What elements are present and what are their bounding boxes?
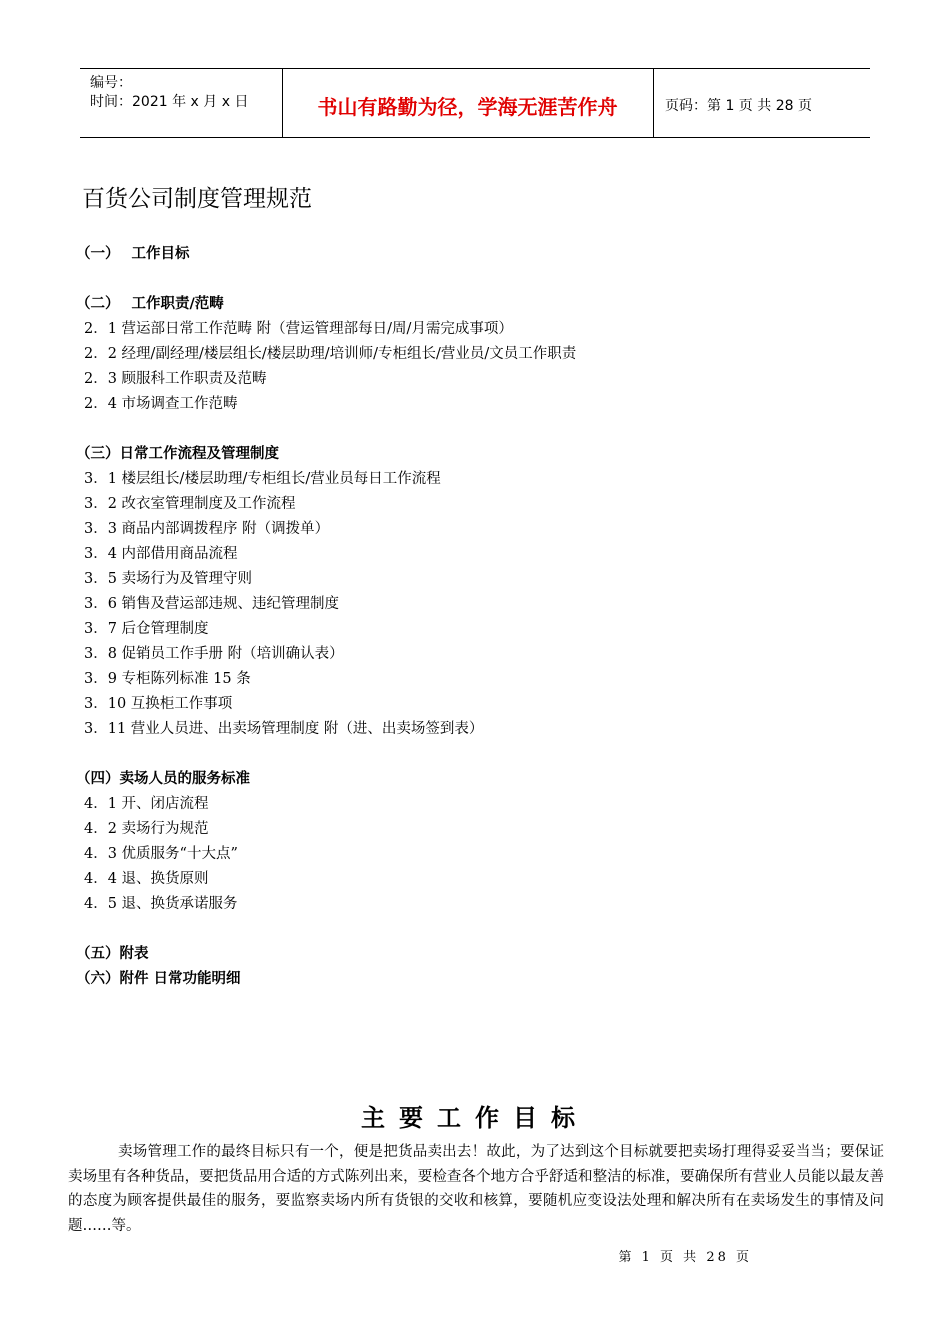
header-motto: 书山有路勤为径，学海无涯苦作舟 [282, 69, 654, 137]
toc-item: 4．4 退、换货原则 [84, 871, 209, 887]
time-label: 时间：2021 年 x 月 x 日 [90, 94, 249, 110]
toc-item: 3．1 楼层组长/楼层助理/专柜组长/营业员每日工作流程 [84, 471, 441, 487]
toc-item: 3．3 商品内部调拨程序 附（调拨单） [84, 521, 330, 537]
toc-item: 4．2 卖场行为规范 [84, 821, 209, 837]
section-title: 附表 [119, 946, 149, 962]
number-label: 编号： [90, 75, 132, 91]
section-heading [76, 242, 876, 267]
toc-item: 2．3 顾服科工作职责及范畴 [84, 371, 267, 387]
section-number: （五） [76, 946, 120, 962]
section-title: 附件 日常功能明细 [119, 971, 241, 987]
toc-item: 2．4 市场调查工作范畴 [84, 396, 238, 412]
toc-item: 4．3 优质服务“十大点” [84, 846, 238, 862]
section-number: （三） [76, 446, 120, 462]
toc-item: 4．5 退、换货承诺服务 [84, 896, 238, 912]
toc-item: 3．4 内部借用商品流程 [84, 546, 238, 562]
header-table [80, 68, 870, 138]
toc-item: 3．6 销售及营运部违规、违纪管理制度 [84, 596, 340, 612]
intro-paragraph: 卖场管理工作的最终目标只有一个，便是把货品卖出去！故此，为了达到这个目标就要把卖场打理得妥妥当当；要保证卖场里有各种货品，要把货品用合适的方式陈列出来，要检查各个地方合乎舒适和整洁的标准，要确保所有营业人员能以最友善的态度为顾客提供最佳的服务，要监察卖场内所有货银的交收和核算，要随机应变设法处理和解决所有在卖场发生的事情及问题……等。 [68, 1144, 884, 1234]
section-title: 卖场人员的服务标准 [119, 771, 250, 787]
section-heading [76, 767, 876, 792]
toc-item: 3．8 促销员工作手册 附（培训确认表） [84, 646, 344, 662]
section-number: （六） [76, 971, 120, 987]
header-page-cell [655, 69, 870, 137]
section-number: （二） [76, 296, 120, 312]
toc-item: 2．2 经理/副经理/楼层组长/楼层助理/培训师/专柜组长/营业员/文员工作职责 [84, 346, 577, 362]
header-meta-cell [80, 69, 283, 137]
section-title: 日常工作流程及管理制度 [119, 446, 279, 462]
toc-item: 3．9 专柜陈列标准 15 条 [84, 671, 251, 687]
toc-item: 3．10 互换柜工作事项 [84, 696, 233, 712]
section-number: （一） [76, 246, 120, 262]
section-title: 工作职责/范畴 [131, 296, 224, 312]
section-number: （四） [76, 771, 120, 787]
section-main-title: 主要工作目标 [361, 1104, 589, 1132]
table-of-contents [76, 242, 876, 992]
toc-item: 4．1 开、闭店流程 [84, 796, 209, 812]
section-heading [76, 942, 876, 967]
section-heading [76, 442, 876, 467]
section-title: 工作目标 [131, 246, 190, 262]
toc-item: 2．1 营运部日常工作范畴 附（营运管理部每日/周/月需完成事项） [84, 321, 513, 337]
section-heading [76, 967, 876, 992]
toc-item: 3．11 营业人员进、出卖场管理制度 附（进、出卖场签到表） [84, 721, 484, 737]
toc-item: 3．7 后仓管理制度 [84, 621, 209, 637]
document-title: 百货公司制度管理规范 [82, 186, 312, 212]
section-heading [76, 292, 876, 317]
toc-item: 3．2 改衣室管理制度及工作流程 [84, 496, 296, 512]
header-page-info: 页码：第 1 页 共 28 页 [665, 98, 812, 114]
page-footer: 第 1 页 共 28 页 [618, 1250, 752, 1265]
toc-item: 3．5 卖场行为及管理守则 [84, 571, 253, 587]
